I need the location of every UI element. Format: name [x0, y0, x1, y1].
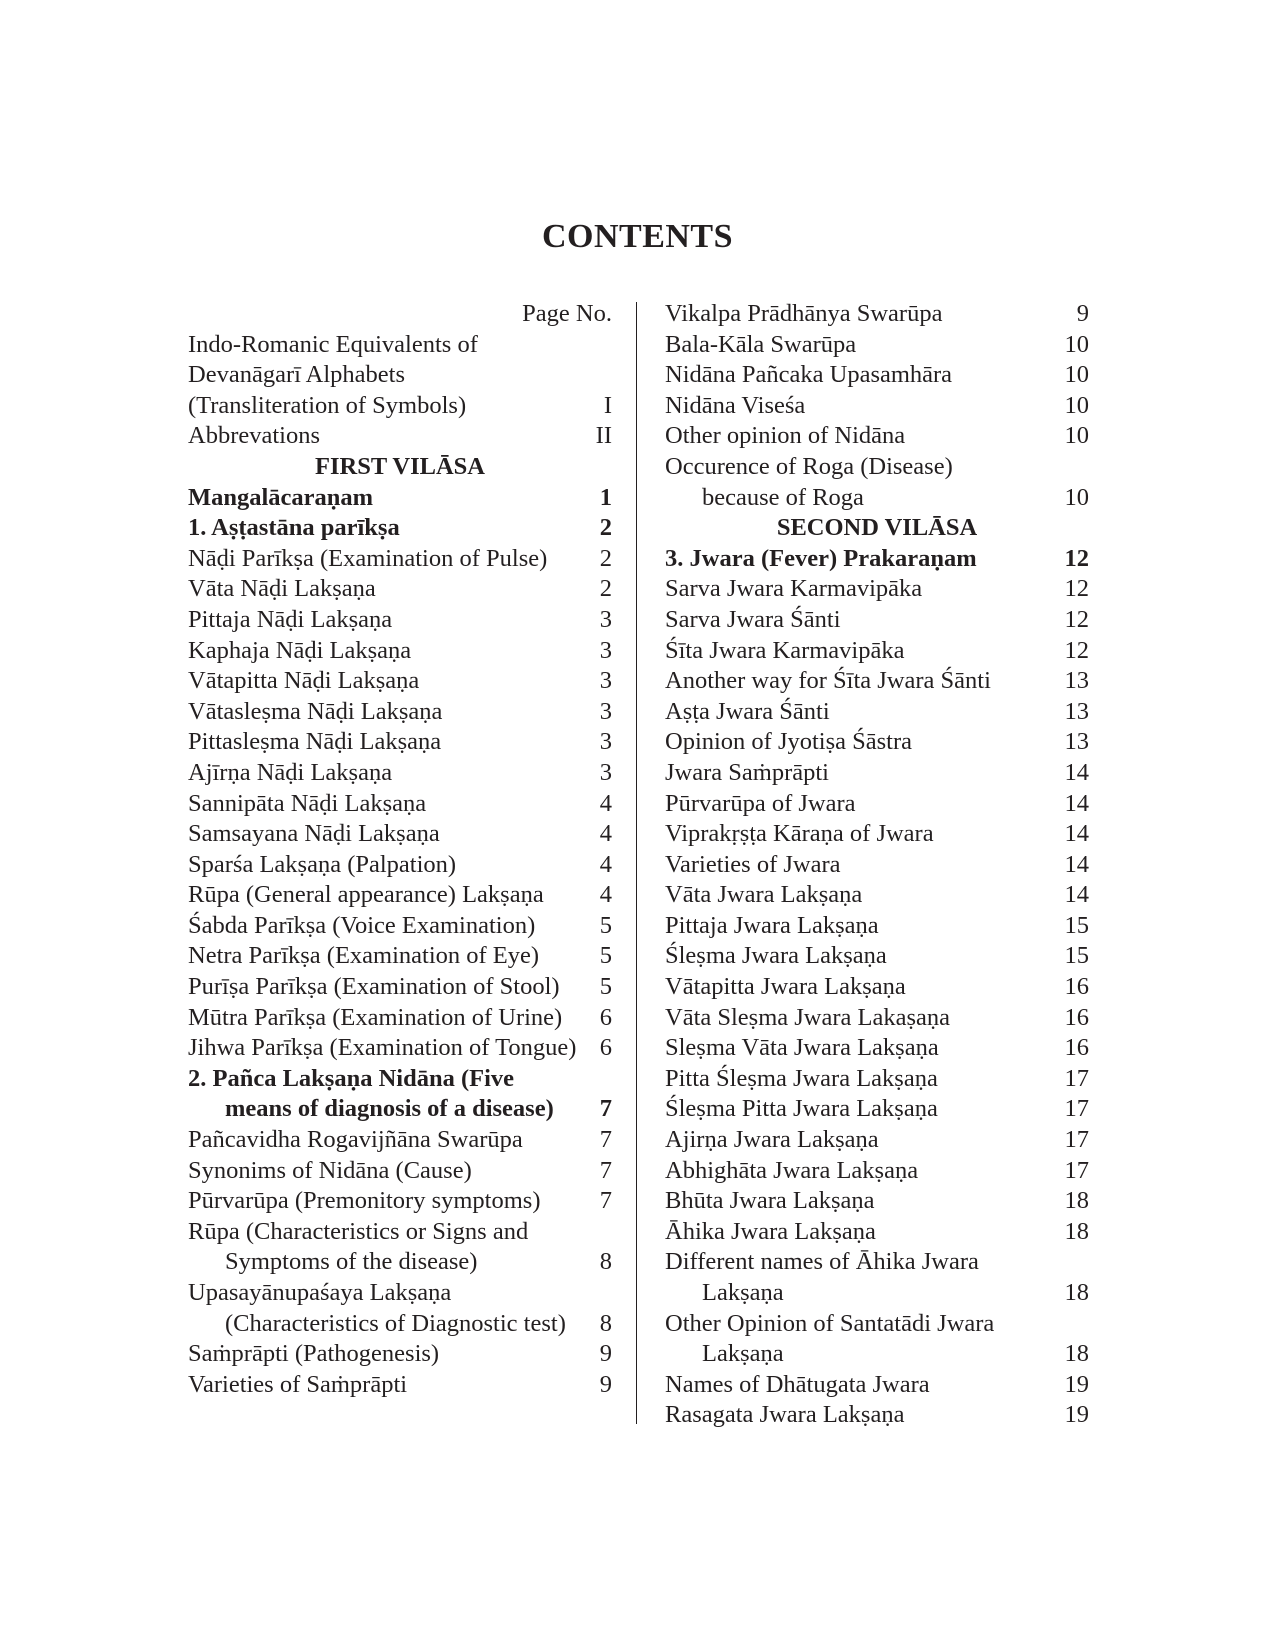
toc-entry-page: 14 — [1064, 850, 1089, 878]
toc-entry — [665, 789, 1089, 820]
toc-entry-page: 7 — [599, 1156, 612, 1184]
toc-entry — [188, 727, 612, 758]
toc-entry — [665, 880, 1089, 911]
toc-entry-title: Upasayānupaśaya Lakṣaṇa — [188, 1279, 452, 1306]
toc-entry-title: Pūrvarūpa of Jwara — [665, 789, 856, 817]
toc-entry-title: Mūtra Parīkṣa (Examination of Urine) — [188, 1003, 563, 1031]
toc-entry-page: 2 — [599, 514, 612, 542]
toc-entry-page: 16 — [1064, 1034, 1089, 1062]
toc-entry-title: Sarva Jwara Śānti — [665, 605, 841, 633]
toc-entry — [188, 972, 612, 1003]
toc-entry-title: Śīta Jwara Karmavipāka — [665, 636, 905, 664]
toc-entry-page: 12 — [1064, 636, 1089, 664]
toc-entry — [665, 391, 1089, 422]
toc-entry-page: II — [595, 422, 612, 450]
toc-entry-page: 9 — [599, 1370, 612, 1398]
toc-entry-page: 14 — [1064, 820, 1089, 848]
toc-entry-title: Varieties of Saṁprāpti — [188, 1370, 408, 1398]
toc-entry-title: Pitta Śleṣma Jwara Lakṣaṇa — [665, 1064, 938, 1092]
toc-entry — [188, 941, 612, 972]
toc-entry-page: 4 — [599, 850, 612, 878]
toc-entry-page: 9 — [599, 1340, 612, 1368]
toc-entry-title: 1. Aṣṭastāna parīkṣa — [188, 514, 400, 542]
toc-entry-page: 19 — [1064, 1370, 1089, 1398]
toc-entry — [188, 911, 612, 942]
toc-entry-page: 8 — [599, 1309, 612, 1337]
toc-entry-page: 17 — [1064, 1064, 1089, 1092]
toc-entry-page: 18 — [1064, 1279, 1089, 1306]
toc-entry-title: Pittaja Jwara Lakṣaṇa — [665, 911, 879, 939]
toc-entry-page: 13 — [1064, 667, 1089, 695]
toc-entry-page: 3 — [599, 636, 612, 664]
toc-entry-title: Devanāgarī Alphabets — [188, 361, 406, 389]
toc-entry — [665, 299, 1089, 330]
toc-entry-title: Purīṣa Parīkṣa (Examination of Stool) — [188, 973, 560, 1001]
toc-entry-title: Other opinion of Nidāna — [665, 422, 906, 450]
toc-entry-title: (Transliteration of Symbols) — [188, 391, 467, 419]
toc-entry-page: 13 — [1064, 728, 1089, 756]
toc-entry — [665, 360, 1089, 391]
toc-entry — [188, 1278, 612, 1309]
toc-entry — [188, 360, 612, 391]
toc-entry-title: Saṁprāpti (Pathogenesis) — [188, 1340, 440, 1368]
toc-entry — [188, 605, 612, 636]
toc-entry — [665, 636, 1089, 667]
toc-entry — [188, 1247, 612, 1278]
toc-entry — [188, 1033, 612, 1064]
page-no-header-row — [188, 299, 612, 330]
toc-entry — [665, 1247, 1089, 1278]
toc-entry — [665, 1033, 1089, 1064]
toc-entry-page: 4 — [599, 789, 612, 817]
toc-entry-page: 16 — [1064, 973, 1089, 1001]
toc-entry-title: Śabda Parīkṣa (Voice Examination) — [188, 911, 536, 939]
toc-entry-page: 9 — [1076, 300, 1089, 327]
toc-entry-title: means of diagnosis of a disease) — [225, 1095, 554, 1123]
toc-entry-page: 3 — [599, 697, 612, 725]
toc-entry-page: 14 — [1064, 789, 1089, 817]
toc-entry-title: Pañcavidha Rogavijñāna Swarūpa — [188, 1126, 523, 1154]
toc-entry-title: Sannipāta Nāḍi Lakṣaṇa — [188, 789, 427, 817]
toc-entry-page: 19 — [1064, 1401, 1089, 1429]
toc-entry-title: 2. Pañca Lakṣaṇa Nidāna (Five — [188, 1064, 515, 1092]
toc-entry-page: 14 — [1064, 881, 1089, 909]
toc-entry — [188, 1003, 612, 1034]
toc-entry-page: 16 — [1064, 1003, 1089, 1031]
toc-entry — [665, 1400, 1089, 1431]
toc-entry-title: Netra Parīkṣa (Examination of Eye) — [188, 942, 540, 970]
toc-entry-page: 5 — [599, 911, 612, 939]
toc-entry — [188, 1094, 612, 1125]
toc-entry-title: Ajīrṇa Nāḍi Lakṣaṇa — [188, 758, 393, 786]
toc-entry-title: Vikalpa Prādhānya Swarūpa — [665, 300, 943, 327]
toc-entry — [665, 819, 1089, 850]
toc-entry-title: Rūpa (Characteristics or Signs and — [188, 1217, 529, 1245]
toc-entry-page: 18 — [1064, 1340, 1089, 1368]
toc-entry-title: Jwara Saṁprāpti — [665, 758, 829, 786]
toc-entry-title: Occurence of Roga (Disease) — [665, 452, 953, 480]
toc-entry — [188, 330, 612, 361]
toc-entry — [188, 1064, 612, 1095]
toc-entry-title: Abhighāta Jwara Lakṣaṇa — [665, 1156, 919, 1184]
toc-entry-title: Vātapitta Nāḍi Lakṣaṇa — [188, 667, 420, 695]
toc-entry-title: Abbrevations — [188, 422, 320, 450]
toc-entry-page: 15 — [1064, 942, 1089, 970]
toc-entry-title: Mangalācaraṇam — [188, 483, 374, 511]
toc-entry-title: Āhika Jwara Lakṣaṇa — [665, 1217, 876, 1245]
toc-entry-page: 4 — [599, 881, 612, 909]
toc-entry — [188, 1309, 612, 1340]
toc-entry-page: 8 — [599, 1248, 612, 1276]
toc-entry-page: I — [603, 391, 612, 419]
toc-entry — [188, 697, 612, 728]
column-divider — [636, 302, 637, 1424]
toc-entry — [188, 1156, 612, 1187]
toc-entry — [665, 452, 1089, 483]
toc-entry-title: Lakṣaṇa — [702, 1340, 784, 1368]
toc-entry-title: Rūpa (General appearance) Lakṣaṇa — [188, 881, 544, 909]
toc-entry-title: Aṣṭa Jwara Śānti — [665, 697, 830, 725]
toc-entry-title: Kaphaja Nāḍi Lakṣaṇa — [188, 636, 412, 664]
toc-entry — [665, 758, 1089, 789]
toc-entry-title: (Characteristics of Diagnostic test) — [225, 1309, 566, 1337]
toc-entry-page: 2 — [599, 575, 612, 603]
toc-entry-title: Sparśa Lakṣaṇa (Palpation) — [188, 850, 457, 878]
toc-entry-page: 17 — [1064, 1095, 1089, 1123]
toc-entry-page: 3 — [599, 605, 612, 633]
contents-right-column — [665, 299, 1089, 1431]
page-title: CONTENTS — [541, 218, 734, 255]
toc-entry-title: Śleṣma Jwara Lakṣaṇa — [665, 942, 887, 970]
toc-entry-page: 6 — [599, 1034, 612, 1062]
toc-entry — [665, 727, 1089, 758]
toc-entry-title: Vāta Nāḍi Lakṣaṇa — [188, 575, 376, 603]
toc-entry-page: 17 — [1064, 1126, 1089, 1154]
toc-entry-title: Bala-Kāla Swarūpa — [665, 330, 857, 358]
toc-entry-title: Nāḍi Parīkṣa (Examination of Pulse) — [188, 544, 548, 572]
toc-entry-page: 3 — [599, 667, 612, 695]
toc-entry — [665, 697, 1089, 728]
toc-entry-title: Nidāna Viseśa — [665, 391, 806, 419]
toc-entry — [665, 544, 1089, 575]
toc-entry — [665, 330, 1089, 361]
toc-entry-page: 5 — [599, 973, 612, 1001]
toc-entry — [665, 941, 1089, 972]
toc-entry-title: Viprakṛṣṭa Kāraṇa of Jwara — [665, 820, 934, 848]
toc-entry — [665, 1217, 1089, 1248]
toc-entry-title: Śleṣma Pitta Jwara Lakṣaṇa — [665, 1095, 938, 1123]
toc-entry-page: 3 — [599, 758, 612, 786]
toc-entry — [665, 1156, 1089, 1187]
toc-entry-title: Symptoms of the disease) — [225, 1248, 478, 1276]
toc-entry-page: 13 — [1064, 697, 1089, 725]
toc-entry-page: 3 — [599, 728, 612, 756]
toc-entry — [665, 483, 1089, 514]
toc-entry-page: 2 — [599, 544, 612, 572]
toc-entry — [665, 574, 1089, 605]
toc-entry-page: 10 — [1064, 483, 1089, 511]
toc-entry-page: 4 — [599, 820, 612, 848]
toc-entry-title: Pūrvarūpa (Premonitory symptoms) — [188, 1187, 541, 1215]
toc-entry — [188, 1217, 612, 1248]
toc-entry-page: 14 — [1064, 758, 1089, 786]
toc-entry-page: 10 — [1064, 422, 1089, 450]
toc-entry-title: Different names of Āhika Jwara — [665, 1248, 979, 1276]
toc-entry-page: 7 — [599, 1095, 612, 1123]
toc-entry-page: 12 — [1064, 605, 1089, 633]
toc-entry-title: Samsayana Nāḍi Lakṣaṇa — [188, 820, 440, 848]
toc-entry — [188, 1186, 612, 1217]
toc-entry-title: Sarva Jwara Karmavipāka — [665, 575, 923, 603]
toc-entry-page: 1 — [599, 483, 612, 511]
toc-entry — [188, 789, 612, 820]
contents-left-column — [188, 299, 612, 1400]
toc-entry-page: 18 — [1064, 1217, 1089, 1245]
toc-entry — [188, 513, 612, 544]
toc-entry-title: Synonims of Nidāna (Cause) — [188, 1156, 472, 1184]
toc-entry — [665, 1064, 1089, 1095]
toc-entry — [188, 880, 612, 911]
toc-entry — [188, 758, 612, 789]
toc-entry — [665, 1125, 1089, 1156]
section-heading-text: SECOND VILĀSA — [776, 514, 978, 542]
toc-entry — [665, 1309, 1089, 1340]
toc-entry-title: Opinion of Jyotiṣa Śāstra — [665, 728, 913, 756]
toc-entry-title: Pittaja Nāḍi Lakṣaṇa — [188, 605, 393, 633]
toc-entry-title: 3. Jwara (Fever) Prakaraṇam — [665, 544, 977, 572]
toc-entry-title: Names of Dhātugata Jwara — [665, 1370, 930, 1398]
toc-entry — [665, 850, 1089, 881]
toc-entry — [665, 421, 1089, 452]
toc-entry-page: 7 — [599, 1187, 612, 1215]
toc-entry-title: Vātasleṣma Nāḍi Lakṣaṇa — [188, 697, 443, 725]
toc-entry-page: 17 — [1064, 1156, 1089, 1184]
toc-entry-page: 10 — [1064, 391, 1089, 419]
toc-entry-title: Sleṣma Vāta Jwara Lakṣaṇa — [665, 1034, 939, 1062]
toc-entry — [188, 819, 612, 850]
toc-entry — [665, 1186, 1089, 1217]
toc-entry-title: Another way for Śīta Jwara Śānti — [665, 667, 991, 695]
toc-entry-title: Jihwa Parīkṣa (Examination of Tongue) — [188, 1034, 577, 1062]
toc-entry — [188, 544, 612, 575]
toc-entry-page: 18 — [1064, 1187, 1089, 1215]
toc-entry — [188, 666, 612, 697]
toc-entry-page: 6 — [599, 1003, 612, 1031]
section-heading — [188, 452, 612, 483]
toc-entry — [665, 1339, 1089, 1370]
toc-entry — [665, 1278, 1089, 1309]
toc-entry-title: Rasagata Jwara Lakṣaṇa — [665, 1401, 905, 1429]
toc-entry — [188, 421, 612, 452]
toc-entry — [665, 1370, 1089, 1401]
toc-entry — [188, 574, 612, 605]
toc-entry-title: Nidāna Pañcaka Upasamhāra — [665, 361, 953, 389]
toc-entry-title: because of Roga — [702, 483, 864, 511]
toc-entry-title: Pittasleṣma Nāḍi Lakṣaṇa — [188, 728, 442, 756]
toc-entry — [665, 1003, 1089, 1034]
toc-entry-title: Lakṣaṇa — [702, 1279, 784, 1306]
toc-entry-page: 10 — [1064, 330, 1089, 358]
toc-entry-title: Other Opinion of Santatādi Jwara — [665, 1309, 995, 1337]
toc-entry-title: Vāta Jwara Lakṣaṇa — [665, 881, 863, 909]
page-no-header: Page No. — [522, 300, 612, 327]
section-heading-text: FIRST VILĀSA — [315, 452, 485, 480]
toc-entry-title: Vāta Sleṣma Jwara Lakaṣaṇa — [665, 1003, 951, 1031]
toc-entry-title: Varieties of Jwara — [665, 850, 841, 878]
toc-entry — [665, 972, 1089, 1003]
toc-entry-page: 5 — [599, 942, 612, 970]
left-entries — [188, 330, 612, 1401]
toc-entry — [188, 1339, 612, 1370]
toc-entry-page: 12 — [1064, 575, 1089, 603]
toc-entry-title: Vātapitta Jwara Lakṣaṇa — [665, 973, 906, 1001]
toc-entry — [665, 1094, 1089, 1125]
toc-entry-page: 10 — [1064, 361, 1089, 389]
toc-entry — [188, 850, 612, 881]
section-heading — [665, 513, 1089, 544]
toc-entry — [665, 911, 1089, 942]
toc-entry — [188, 636, 612, 667]
toc-entry — [188, 391, 612, 422]
toc-entry-page: 7 — [599, 1126, 612, 1154]
toc-entry-page: 15 — [1064, 911, 1089, 939]
right-entries — [665, 299, 1089, 1431]
toc-entry — [665, 666, 1089, 697]
toc-entry-title: Ajirṇa Jwara Lakṣaṇa — [665, 1126, 879, 1154]
toc-entry-title: Bhūta Jwara Lakṣaṇa — [665, 1187, 875, 1215]
toc-entry-page: 12 — [1064, 544, 1089, 572]
toc-entry — [188, 1125, 612, 1156]
toc-entry — [188, 483, 612, 514]
toc-entry-title: Indo-Romanic Equivalents of — [188, 330, 478, 358]
toc-entry — [665, 605, 1089, 636]
toc-entry — [188, 1370, 612, 1401]
